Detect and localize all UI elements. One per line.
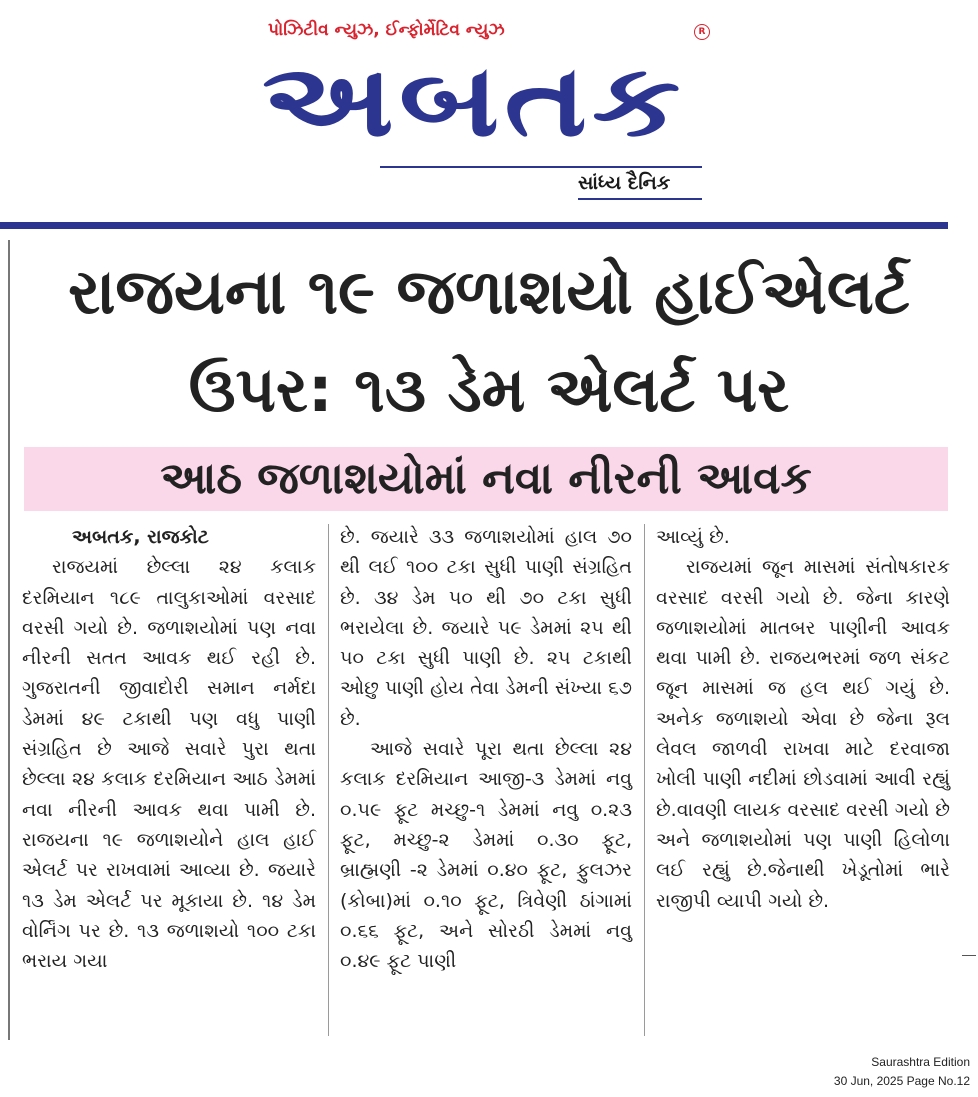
dateline: અબતક, રાજકોટ	[72, 526, 209, 548]
date-page-label: 30 Jun, 2025 Page No.12	[833, 1074, 970, 1088]
deck-banner	[24, 447, 948, 511]
column-2-paragraph-2: આજે સવારે પૂરા થતા છેલ્લા ૨૪ કલાક દરમિયાન આજી-૩ ડેમમાં નવુ ૦.૫૯ ફૂટ મચ્છુ-૧ ડેમમાં નવુ ૦.૨૩ ફૂટ, મચ્છુ-૨ ડેમમાં ૦.૩૦ ફૂટ, બ્રાહ્મણી -૨ ડેમમાં ૦.૪૦ ફૂટ, ફુલઝર (કોબા)માં ૦.૧૦ ફૂટ, ત્રિવેણી ઠાંગામાં ૦.૬૬ ફૂટ, અને સોરઠી ડેમમાં નવુ ૦.૪૯ ફૂટ પાણી	[340, 738, 632, 973]
logo-rule	[380, 166, 702, 168]
masthead-divider	[0, 222, 948, 229]
footer	[834, 1053, 970, 1091]
article-column-2	[340, 522, 632, 976]
registered-mark: R	[694, 24, 710, 40]
masthead	[0, 0, 978, 232]
newspaper-logo: અબતક	[262, 42, 686, 159]
tagline: પોઝિટીવ ન્યુઝ, ઈન્ફોર્મેટિવ ન્યુઝ	[268, 20, 505, 40]
margin-dash	[962, 955, 976, 956]
column-2-paragraph-1: છે. જયારે ૩૩ જળાશયોમાં હાલ ૭૦ થી લઈ ૧૦૦ ટકા સુધી પાણી સંગ્રહિત છે. ૩૪ ડેમ ૫૦ થી ૭૦ ટકા સુધી ભરાયેલા છે. જયારે ૫૯ ડેમમાં ૨૫ થી ૫૦ ટકા સુધી પાણી છે. ૨૫ ટકાથી ઓછુ પાણી હોય તેવા ડેમની સંખ્યા ૬૭ છે.	[340, 526, 632, 730]
masthead-subtitle: સાંધ્ય દૈનિક	[578, 172, 671, 194]
column-1-paragraph: રાજયમાં છેલ્લા ૨૪ કલાક દરમિયાન ૧૮૯ તાલુકાઓમાં વરસાદ વરસી ગયો છે. જળાશયોમાં પણ નવા નીરની સતત આવક થઈ રહી છે. ગુજરાતની જીવાદોરી સમાન નર્મદા ડેમમાં ૪૯ ટકાથી પણ વધુ પાણી સંગ્રહિત છે આજે સવારે પુરા થતા છેલ્લા ૨૪ કલાક દરમિયાન આઠ ડેમમાં નવા નીરની આવક થવા પામી છે. રાજયના ૧૯ જળાશયોને હાલ હાઈ એલર્ટ પર રાખવામાં આવ્યા છે. જયારે ૧૩ ડેમ એલર્ટ પર મૂકાયા છે. ૧૪ ડેમ વોર્નિંગ પર છે. ૧૩ જળાશયો ૧૦૦ ટકા ભરાય ગયા	[22, 556, 316, 973]
headline-line-1: રાજયના ૧૯ જળાશયો હાઈએલર્ટ	[68, 255, 910, 328]
subtitle-rule	[578, 198, 702, 200]
deck-text: આઠ જળાશયોમાં નવા નીરની આવક	[160, 453, 812, 504]
edition-label: Saurashtra Edition	[871, 1055, 970, 1069]
column-3-paragraph-1: આવ્યું છે.	[656, 526, 730, 548]
column-divider	[328, 524, 329, 1036]
headline-line-2: ઉપર: ૧૩ ડેમ એલર્ટ પર	[188, 353, 790, 426]
column-3-paragraph-2: રાજયમાં જૂન માસમાં સંતોષકારક વરસાદ વરસી ગયો છે. જેના કારણે જળાશયોમાં માતબર પાણીની આવક થવા પામી છે. રાજયભરમાં જળ સંકટ જૂન માસમાં જ હલ થઈ ગયું છે. અનેક જળાશયો એવા છે જેના રૂલ લેવલ જાળવી રાખવા માટે દરવાજા ખોલી પાણી નદીમાં છોડવામાં આવી રહ્યું છે.વાવણી લાયક વરસાદ વરસી ગયો છે અને જળાશયોમાં પણ પાણી હિલોળા લઈ રહ્યું છે.જેનાથી ખેડૂતોમાં ભારે રાજીપી વ્યાપી ગયો છે.	[656, 556, 950, 912]
column-divider	[644, 524, 645, 1036]
article-column-3	[656, 522, 950, 916]
article-column-1	[22, 522, 316, 976]
